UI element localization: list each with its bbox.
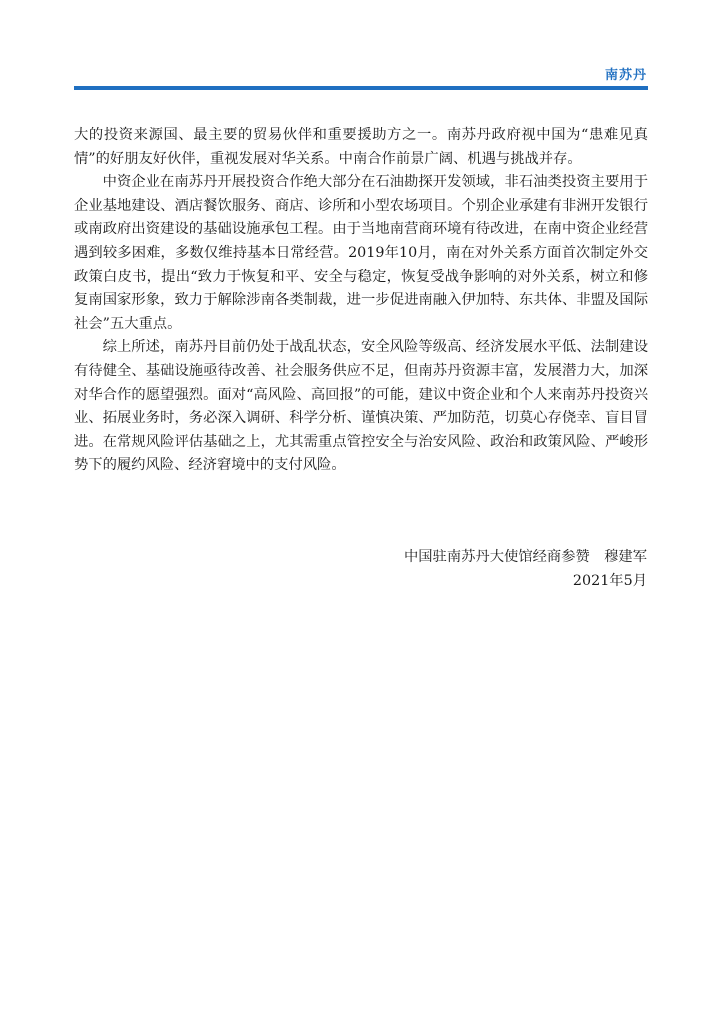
running-header-title: 南苏丹 — [604, 68, 647, 83]
signature-block — [404, 546, 647, 593]
paragraph-investment: 中资企业在南苏丹开展投资合作绝大部分在石油勘探开发领域，非石油类投资主要用于企业基地建设、酒店餐饮服务、商店、诊所和小型农场项目。个别企业承建有非洲开发银行或南政府出资建设的基础设施承包工程。由于当地南营商环境有待改进，在南中资企业经营遇到较多困难，多数仅维持基本日常经营。2019年10月，南在对外关系方面首次制定外交政策白皮书，提出“致力于恢复和平、安全与稳定，恢复受战争影响的对外关系，树立和修复南国家形象，致力于解除涉南各类制裁，进一步促进南融入伊加特、东共体、非盟及国际社会”五大重点。 — [74, 174, 648, 332]
document-body — [74, 124, 648, 478]
signature-date: 2021年5月 — [572, 572, 647, 589]
header-divider — [74, 86, 648, 90]
signature-author: 中国驻南苏丹大使馆经商参赞 穆建军 — [403, 549, 647, 565]
paragraph-continued: 大的投资来源国、最主要的贸易伙伴和重要援助方之一。南苏丹政府视中国为“患难见真情”的好朋友好伙伴，重视发展对华关系。中南合作前景广阔、机遇与挑战并存。 — [74, 127, 648, 167]
paragraph-summary: 综上所述，南苏丹目前仍处于战乱状态，安全风险等级高、经济发展水平低、法制建设有待健全、基础设施亟待改善、社会服务供应不足，但南苏丹资源丰富，发展潜力大，加深对华合作的愿望强烈。面对“高风险、高回报”的可能，建议中资企业和个人来南苏丹投资兴业、拓展业务时，务必深入调研、科学分析、谨慎决策、严加防范，切莫心存侥幸、盲目冒进。在常规风险评估基础之上，尤其需重点管控安全与治安风险、政治和政策风险、严峻形势下的履约风险、经济窘境中的支付风险。 — [74, 339, 648, 474]
